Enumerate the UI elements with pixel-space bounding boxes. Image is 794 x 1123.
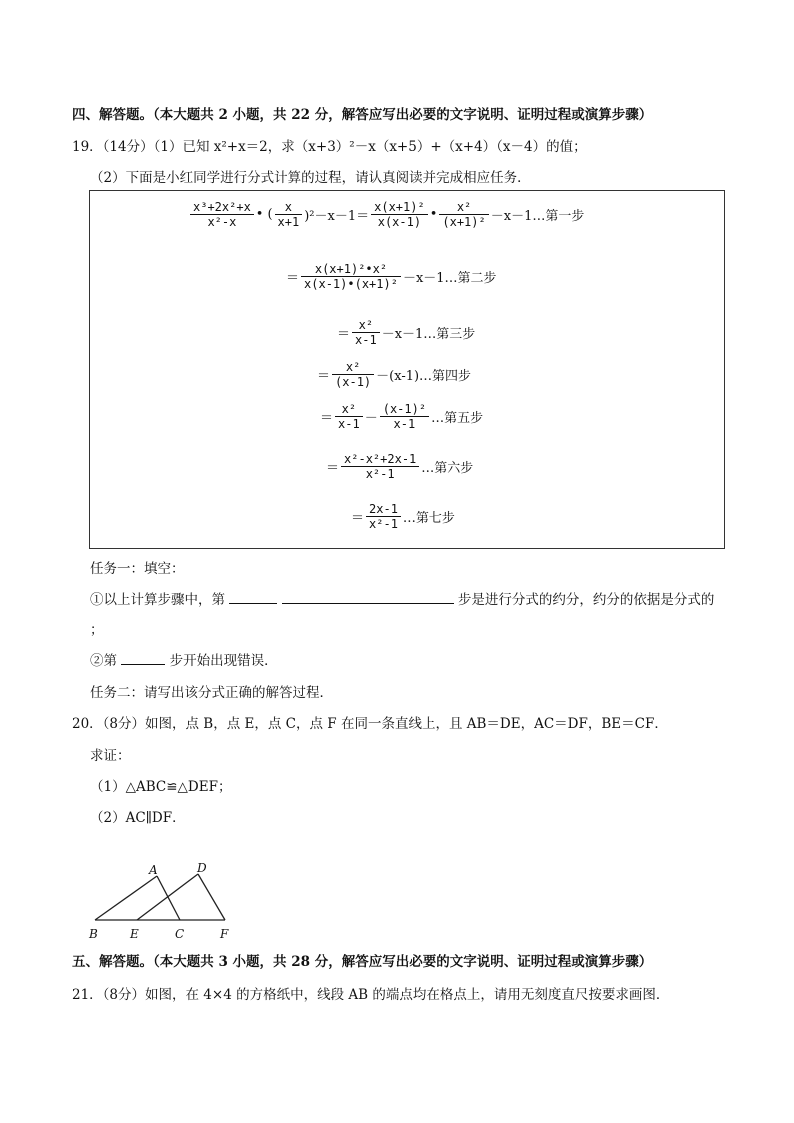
step-7: ＝ $\frac{2x-1}{\text{x²-1}}$ …第七步	[351, 502, 455, 531]
segment-de	[137, 874, 198, 920]
section-5-title: 五、解答题。（本大题共 3 小题，共 28 分，解答应写出必要的文字说明、证明过程或演算步骤）	[72, 954, 653, 970]
label-f: F	[220, 927, 229, 941]
section-4-title: 四、解答题。（本大题共 2 小题，共 22 分，解答应写出必要的文字说明、证明过程或演算步骤）	[72, 107, 653, 123]
step-1: $\frac{\text{x³+2x²+x}}{\text{x²-x}}$ • ( $\frac{x}{x+1}$ )²－x－1＝ $\frac{\text{x(x+1)²}}{x(x-1)}$ • $\frac{\text{x²}}{\text{(x+1)²}}$ －x－1…第一步	[188, 200, 584, 229]
step1-frac-a: $\frac{\text{x³+2x²+x}}{\text{x²-x}}$	[190, 200, 254, 229]
label-d: D	[197, 861, 207, 875]
q20-part2: （2）AC∥DF．	[90, 810, 186, 826]
label-c: C	[175, 927, 185, 941]
step1-frac-b: $\frac{\text{x(x+1)²}}{x(x-1)}$	[371, 200, 428, 229]
answer-blank-step[interactable]	[282, 603, 454, 604]
task-1-item-2: ②第 步开始出现错误．	[90, 653, 278, 669]
segment-df	[198, 874, 225, 920]
task-2: 任务二：请写出该分式正确的解答过程．	[90, 685, 333, 701]
task-1-item-1-end: ；	[90, 622, 104, 638]
q20-statement: 20．（8分）如图，点 B，点 E，点 C，点 F 在同一条直线上，且 AB＝DE，AC＝DF，BE＝CF．	[72, 716, 668, 732]
q19-part1: 19．（14分）（1）已知 x²+x＝2，求（x+3）²－x（x+5）+（x+4）（x－4）的值；	[72, 139, 587, 155]
label-a: A	[149, 863, 158, 877]
step1-frac-paren: $\frac{x}{x+1}$	[275, 200, 303, 229]
step-4: ＝ $\frac{\text{x²}}{(x-1)}$ －(x-1)…第四步	[317, 360, 472, 389]
q19-part2-intro: （2）下面是小红同学进行分式计算的过程，请认真阅读并完成相应任务．	[90, 170, 531, 186]
q21-statement: 21．（8分）如图，在 4×4 的方格纸中，线段 AB 的端点均在格点上，请用无刻度直尺按要求画图．	[72, 987, 670, 1003]
answer-blank-error-step[interactable]	[121, 664, 165, 665]
step-6: ＝ $\frac{\text{x²-x²+2x-1}}{\text{x²-1}}$ …第六步	[326, 452, 474, 481]
step-2: ＝ $\frac{\text{x(x+1)²•x²}}{\text{x(x-1)•(x+1)²}}$ －x－1…第二步	[286, 262, 497, 291]
segment-ab	[95, 876, 157, 920]
task-1-item-1: ①以上计算步骤中，第 步是进行分式的约分，约分的依据是分式的	[90, 592, 715, 608]
q20-part1: （1）△ABC≌△DEF；	[90, 779, 232, 795]
step1-frac-c: $\frac{\text{x²}}{\text{(x+1)²}}$	[439, 200, 488, 229]
label-b: B	[89, 927, 98, 941]
step-5: ＝ $\frac{\text{x²}}{x-1}$ － $\frac{\text{(x-1)²}}{x-1}$ …第五步	[320, 402, 484, 431]
task-1-title: 任务一：填空：	[90, 561, 185, 577]
step-3: ＝ $\frac{\text{x²}}{x-1}$ －x－1…第三步	[337, 318, 476, 347]
q20-prove: 求证：	[90, 748, 131, 764]
segment-ac	[157, 876, 180, 920]
label-e: E	[130, 927, 139, 941]
triangle-figure	[85, 860, 245, 945]
